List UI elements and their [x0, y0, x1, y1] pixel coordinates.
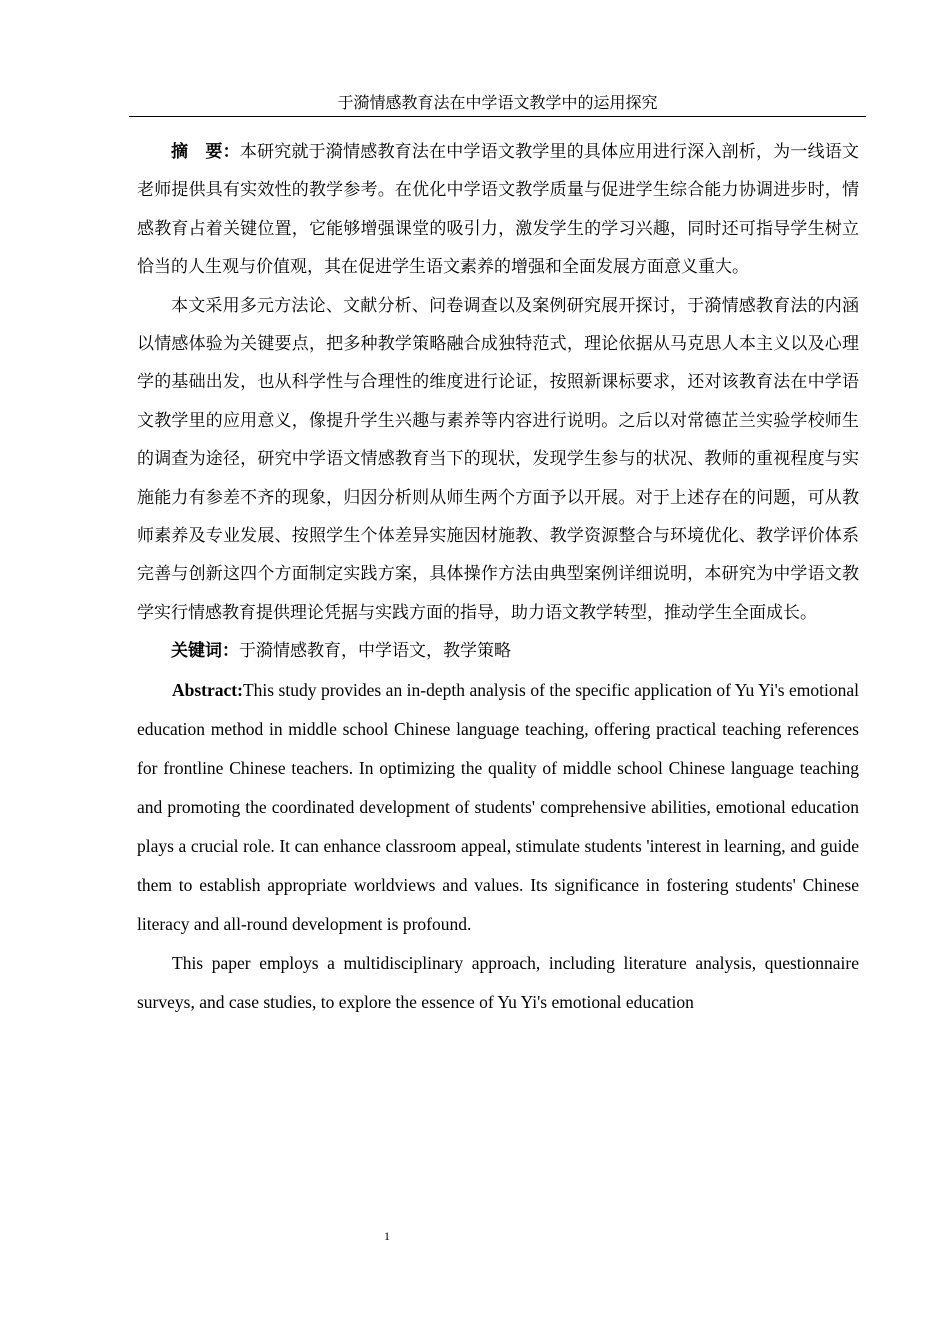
abstract-cn-text-2: 本文采用多元方法论、文献分析、问卷调查以及案例研究展开探讨，于漪情感教育法的内涵以情感体验为关键要点，把多种教学策略融合成独特范式，理论依据从马克思人本主义以及心理学的基础出发，也从科学性与合理性的维度进行论证，按照新课标要求，还对该教育法在中学语文教学里的应用意义，像提升学生兴趣与素养等内容进行说明。之后以对常德芷兰实验学校师生的调查为途径，研究中学语文情感教育当下的现状，发现学生参与的状况、教师的重视程度与实施能力有参差不齐的现象，归因分析则从师生两个方面予以开展。对于上述存在的问题，可从教师素养及专业发展、按照学生个体差异实施因材施教、教学资源整合与环境优化、教学评价体系完善与创新这四个方面制定实践方案，具体操作方法由典型案例详细说明，本研究为中学语文教学实行情感教育提供理论凭据与实践方面的指导，助力语文教学转型，推动学生全面成长。	[137, 295, 859, 623]
abstract-en-text-1: This study provides an in-depth analysis of the specific application of Yu Yi's emotional education method in middle school Chinese language teaching, offering practical teaching references for frontline Chinese teachers. In optimizing the quality of middle school Chinese language teaching and promoting the coordinated development of students' comprehensive abilities, emotional education plays a crucial role. It can enhance classroom appeal, stimulate students 'interest in learning, and guide them to establish appropriate worldviews and values. Its significance in fostering students' Chinese literacy and all-round development is profound.	[137, 679, 859, 934]
abstract-en-paragraph-2	[137, 944, 859, 1022]
abstract-cn-paragraph-1	[137, 133, 859, 287]
keywords-cn-label: 关键词：	[171, 641, 239, 662]
abstract-cn-text-1: 本研究就于漪情感教育法在中学语文教学里的具体应用进行深入剖析，为一线语文老师提供具有实效性的教学参考。在优化中学语文教学质量与促进学生综合能力协调进步时，情感教育占着关键位置，它能够增强课堂的吸引力，激发学生的学习兴趣，同时还可指导学生树立恰当的人生观与价值观，其在促进学生语文素养的增强和全面发展方面意义重大。	[137, 142, 860, 278]
abstract-cn-paragraph-2	[137, 287, 859, 633]
header-title: 于漪情感教育法在中学语文教学中的运用探究	[337, 93, 658, 112]
abstract-cn-label: 摘 要：	[171, 142, 240, 162]
page-number: 1	[384, 1229, 390, 1243]
abstract-en-paragraph-1	[137, 671, 859, 944]
abstract-en-label: Abstract:	[172, 679, 243, 700]
keywords-cn-text: 于漪情感教育，中学语文，教学策略	[239, 641, 511, 662]
keywords-cn	[137, 632, 859, 670]
abstract-en-text-2: This paper employs a multidisciplinary approach, including literature analysis, questionnaire surveys, and case studies, to explore the essence of Yu Yi's emotional education	[137, 952, 859, 1012]
document-body	[137, 133, 859, 1022]
page-header	[129, 92, 866, 117]
